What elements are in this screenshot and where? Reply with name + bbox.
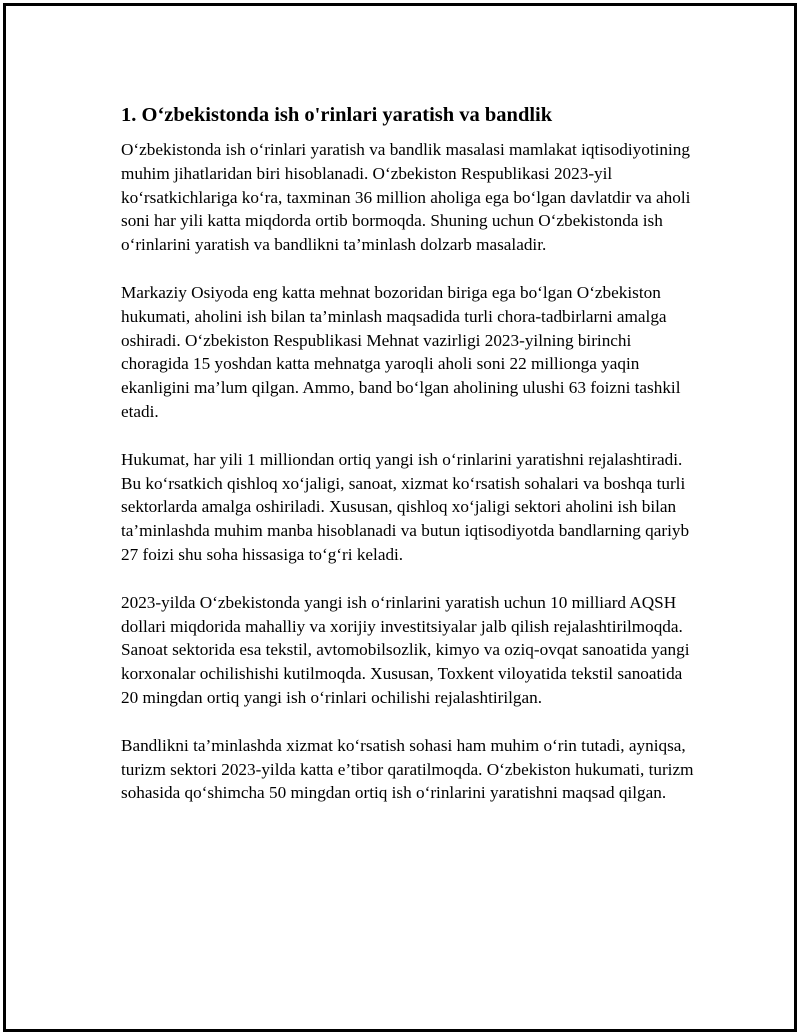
- page-frame: [3, 3, 797, 1032]
- paragraph-2: Markaziy Osiyoda eng katta mehnat bozoridan biriga ega bo‘lgan O‘zbekiston hukumati, aholini ish bilan ta’minlash maqsadida turli chora-tadbirlarni amalga oshiradi. O‘zbekiston Respublikasi Mehnat vazirligi 2023-yilning birinchi choragida 15 yoshdan katta mehnatga yaroqli aholi soni 22 millionga yaqin ekanligini ma’lum qilgan. Ammo, band bo‘lgan aholining ulushi 63 foizni tashkil etadi.: [121, 282, 681, 421]
- paragraph-3: Hukumat, har yili 1 milliondan ortiq yangi ish o‘rinlarini yaratishni rejalashtiradi. Bu ko‘rsatkich qishloq xo‘jaligi, sanoat, xizmat ko‘rsatish sohalari va boshqa turli sektorlarda amalga oshiriladi. Xususan, qishloq xo‘jaligi sektori aholini ish bilan ta’minlashda muhim manba hisoblanadi va butun iqtisodiyotda bandlarning qariyb 27 foizi shu soha hissasiga to‘g‘ri keladi.: [121, 449, 690, 564]
- section-heading: 1. O‘zbekistonda ish o'rinlari yaratish va bandlik: [121, 104, 553, 126]
- paragraph-1: O‘zbekistonda ish o‘rinlari yaratish va bandlik masalasi mamlakat iqtisodiyotining muhim jihatlaridan biri hisoblanadi. O‘zbekiston Respublikasi 2023-yil ko‘rsatkichlariga ko‘ra, taxminan 36 million aholiga ega bo‘lgan davlatdir va aholi soni har yili katta miqdorda ortib bormoqda. Shuning uchun O‘zbekistonda ish o‘rinlarini yaratish va bandlikni ta’minlash dolzarb masaladir.: [121, 140, 691, 255]
- paragraph-4: 2023-yilda O‘zbekistonda yangi ish o‘rinlarini yaratish uchun 10 milliard AQSH dollari miqdorida mahalliy va xorijiy investitsiyalar jalb qilish rejalashtirilmoqda. Sanoat sektorida esa tekstil, avtomobilsozlik, kimyo va oziq-ovqat sanoatida yangi korxonalar ochilishishi kutilmoqda. Xususan, Toxkent viloyatida tekstil sanoatida 20 mingdan ortiq yangi ish o‘rinlari ochilishi rejalashtirilgan.: [121, 592, 690, 707]
- document-body: [121, 102, 701, 829]
- paragraph-5: Bandlikni ta’minlashda xizmat ko‘rsatish sohasi ham muhim o‘rin tutadi, ayniqsa, turizm sektori 2023-yilda katta e’tibor qaratilmoqda. O‘zbekiston hukumati, turizm sohasida qo‘shimcha 50 mingdan ortiq ish o‘rinlarini yaratishni maqsad qilgan.: [121, 735, 694, 803]
